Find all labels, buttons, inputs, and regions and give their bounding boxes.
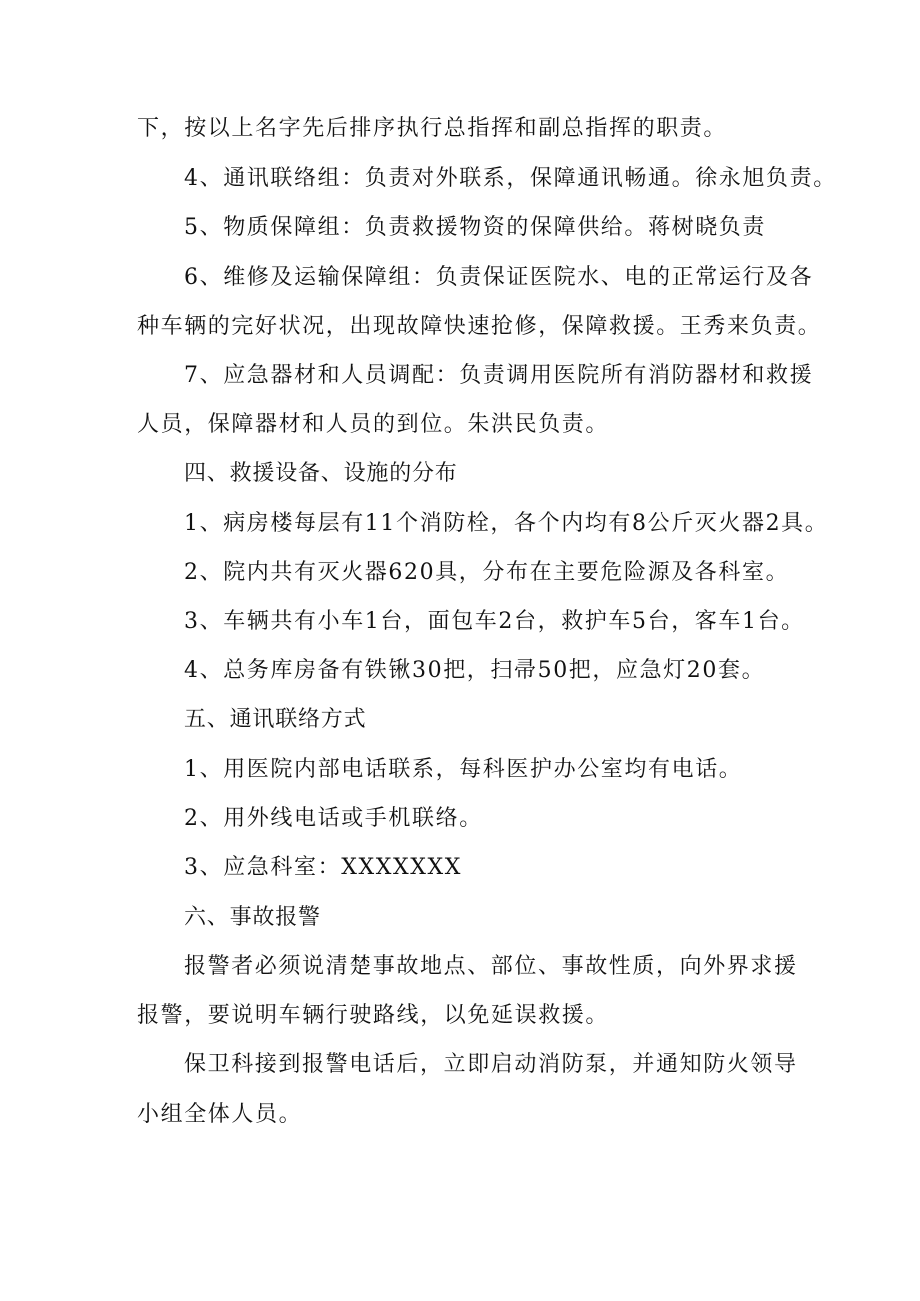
paragraph-line: 人员，保障器材和人员的到位。朱洪民负责。 — [137, 412, 610, 437]
paragraph-line: 7、应急器材和人员调配：负责调用医院所有消防器材和救援 — [184, 363, 814, 388]
paragraph-line: 4、通讯联络组：负责对外联系，保障通讯畅通。徐永旭负责。 — [184, 166, 837, 191]
paragraph-line: 下，按以上名字先后排序执行总指挥和副总指挥的职责。 — [137, 116, 728, 141]
paragraph-line: 1、病房楼每层有11个消防栓，各个内均有8公斤灭火器2具。 — [184, 511, 829, 536]
paragraph-line: 3、车辆共有小车1台，面包车2台，救护车5台，客车1台。 — [184, 609, 805, 634]
paragraph-line: 小组全体人员。 — [137, 1102, 303, 1127]
section-heading: 四、救援设备、设施的分布 — [184, 461, 458, 486]
paragraph-line: 报警者必须说清楚事故地点、部位、事故性质，向外界求援 — [184, 954, 798, 979]
section-heading: 五、通讯联络方式 — [184, 707, 367, 732]
paragraph-line: 1、用医院内部电话联系，每科医护办公室均有电话。 — [184, 757, 743, 782]
paragraph-line: 5、物质保障组：负责救援物资的保障供给。蒋树晓负责 — [184, 215, 766, 240]
paragraph-line: 种车辆的完好状况，出现故障快速抢修，保障救援。王秀来负责。 — [137, 314, 822, 339]
paragraph-line: 6、维修及运输保障组：负责保证医院水、电的正常运行及各 — [184, 265, 814, 290]
paragraph-line: 4、总务库房备有铁锹30把，扫帚50把，应急灯20套。 — [184, 658, 766, 683]
paragraph-line: 报警，要说明车辆行驶路线，以免延误救援。 — [137, 1003, 610, 1028]
paragraph-line: 3、应急科室：XXXXXXX — [184, 855, 463, 880]
paragraph-line: 保卫科接到报警电话后，立即启动消防泵，并通知防火领导 — [184, 1052, 798, 1077]
paragraph-line: 2、院内共有灭火器620具，分布在主要危险源及各科室。 — [184, 560, 790, 585]
paragraph-line: 2、用外线电话或手机联络。 — [184, 806, 483, 831]
section-heading: 六、事故报警 — [184, 905, 321, 930]
